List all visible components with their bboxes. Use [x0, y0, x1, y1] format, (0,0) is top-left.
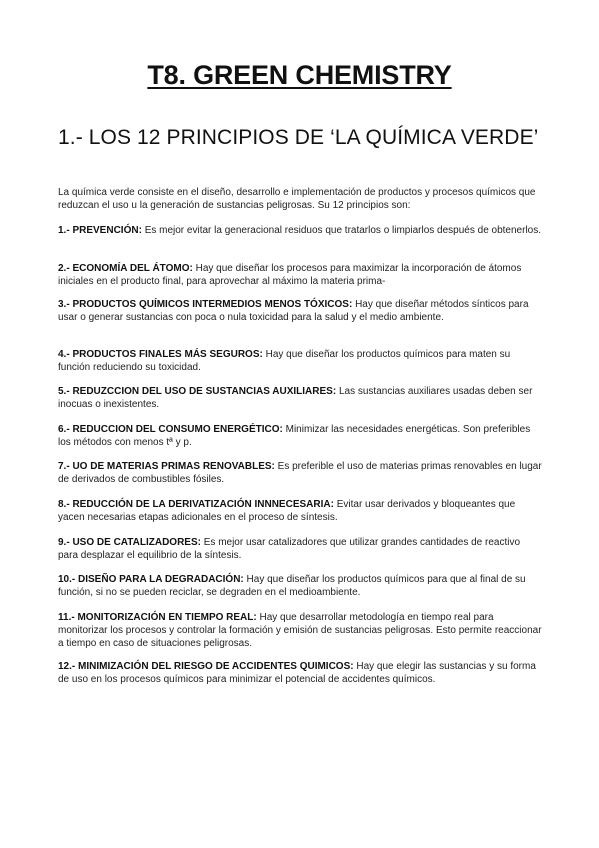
principle-heading: 10.- DISEÑO PARA LA DEGRADACIÓN:: [58, 574, 244, 585]
section-heading: 1.- LOS 12 PRINCIPIOS DE ‘LA QUÍMICA VERDE’: [58, 126, 539, 149]
principle-item: [58, 348, 542, 374]
principle-text: Hay que desarrollar metodología en tiempo real para monitorizar los procesos y controlar la formación y emisión de sustancias peligrosas. Esto permite reaccionar a tiempo en caso de situaciones peligrosas.: [58, 612, 542, 649]
principle-text: Es mejor usar catalizadores que utilizar grandes cantidades de reactivo para desplazar el equilibrio de la síntesis.: [58, 537, 521, 561]
principle-heading: 7.- UO DE MATERIAS PRIMAS RENOVABLES:: [58, 461, 275, 472]
principle-item: [58, 224, 542, 237]
principle-item: [58, 262, 542, 288]
principle-heading: 11.- MONITORIZACIÓN EN TIEMPO REAL:: [58, 612, 257, 623]
document-title: T8. GREEN CHEMISTRY: [147, 60, 452, 90]
principle-heading: 6.- REDUCCION DEL CONSUMO ENERGÉTICO:: [58, 424, 283, 435]
principle-text: Hay que elegir las sustancias y su forma de uso en los procesos químicos para minimizar el potencial de accidentes químicos.: [58, 661, 536, 685]
principle-item: [58, 498, 542, 524]
principle-item: [58, 385, 542, 411]
principle-item: [58, 460, 542, 486]
principle-text: Es preferible el uso de materias primas renovables en lugar de derivados de combustibles fósiles.: [58, 461, 542, 485]
principle-text: Evitar usar derivados y bloqueantes que yacen necesarias etapas adicionales en el proceso de síntesis.: [58, 499, 516, 523]
principle-item: [58, 423, 542, 449]
principle-text: Las sustancias auxiliares usadas deben ser inocuas o inexistentes.: [58, 386, 533, 410]
principle-text: Es mejor evitar la generacional residuos que tratarlos o limpiarlos después de obtenerlos.: [144, 225, 542, 236]
principle-text: Minimizar las necesidades energéticas. Son preferibles los métodos con menos tª y p.: [58, 424, 531, 448]
principle-item: [58, 660, 542, 686]
principle-text: Hay que diseñar los productos químicos para maten su función reduciendo su toxicidad.: [58, 349, 511, 373]
intro-paragraph: La química verde consiste en el diseño, desarrollo e implementación de productos y procesos químicos que reduzcan el uso u la generación de sustancias peligrosas. Su 12 principios son:: [58, 187, 536, 211]
principle-item: [58, 298, 542, 324]
principle-heading: 12.- MINIMIZACIÓN DEL RIESGO DE ACCIDENTES QUIMICOS:: [58, 661, 354, 672]
principle-item: [58, 611, 542, 650]
principle-heading: 1.- PREVENCIÓN:: [58, 225, 142, 236]
principle-text: Hay que diseñar los productos químicos para que al final de su función, si no se pueden reciclar, se degraden en el medioambiente.: [58, 574, 526, 598]
principle-text: Hay que diseñar métodos sínticos para usar o generar sustancias con poca o nula toxicidad para la salud y el medio ambiente.: [58, 299, 529, 323]
principle-text: Hay que diseñar los procesos para maximizar la incorporación de átomos iniciales en el producto final, para aprovechar al máximo la materia prima-: [58, 263, 522, 287]
principle-item: [58, 573, 542, 599]
principle-heading: 9.- USO DE CATALIZADORES:: [58, 537, 201, 548]
principle-heading: 4.- PRODUCTOS FINALES MÁS SEGUROS:: [58, 349, 263, 360]
principle-heading: 5.- REDUZCCION DEL USO DE SUSTANCIAS AUXILIARES:: [58, 386, 337, 397]
principle-heading: 3.- PRODUCTOS QUÍMICOS INTERMEDIOS MENOS TÓXICOS:: [58, 299, 353, 310]
principle-item: [58, 536, 542, 562]
principle-heading: 8.- REDUCCIÓN DE LA DERIVATIZACIÓN INNNECESARIA:: [58, 499, 334, 510]
principle-heading: 2.- ECONOMÍA DEL ÁTOMO:: [58, 263, 193, 274]
